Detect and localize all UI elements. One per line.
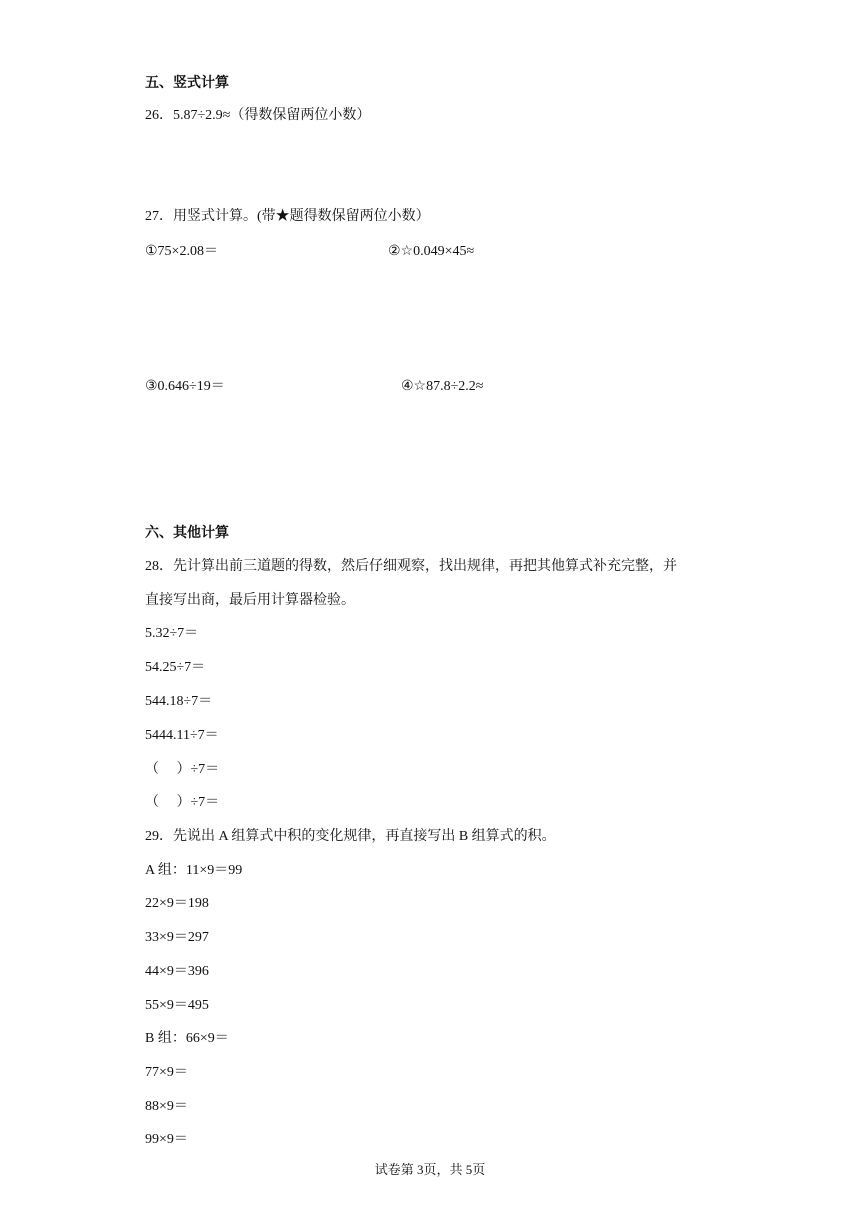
question-28-item-2: 54.25÷7＝ xyxy=(145,660,206,675)
section-five-heading: 五、竖式计算 xyxy=(145,75,229,91)
question-29-item-9: 99×9＝ xyxy=(145,1132,188,1147)
question-28-item-1: 5.32÷7＝ xyxy=(145,626,199,641)
question-29-title: 29．先说出 A 组算式中积的变化规律，再直接写出 B 组算式的积。 xyxy=(145,829,556,844)
question-29-item-5: 55×9＝495 xyxy=(145,998,209,1013)
question-29-item-3: 33×9＝297 xyxy=(145,930,209,945)
question-28-item-3: 544.18÷7＝ xyxy=(145,694,213,709)
question-28-item-5: （ ）÷7＝ xyxy=(145,762,220,777)
page-footer: 试卷第 3页，共 5页 xyxy=(374,1162,486,1177)
question-29-item-6: B 组：66×9＝ xyxy=(145,1031,229,1046)
question-29-item-7: 77×9＝ xyxy=(145,1065,188,1080)
section-six-heading: 六、其他计算 xyxy=(145,525,229,541)
question-26: 26．5.87÷2.9≈（得数保留两位小数） xyxy=(145,108,371,123)
question-28-line-1: 28．先计算出前三道题的得数，然后仔细观察，找出规律，再把其他算式补充完整，并 xyxy=(145,559,677,574)
question-27-item-3: ③0.646÷19＝ xyxy=(145,379,225,394)
question-27-item-2: ②☆0.049×45≈ xyxy=(388,244,475,259)
question-29-item-4: 44×9＝396 xyxy=(145,964,209,979)
question-29-item-1: A 组：11×9＝99 xyxy=(145,863,243,878)
question-29-item-8: 88×9＝ xyxy=(145,1099,188,1114)
question-27-item-1: ①75×2.08＝ xyxy=(145,244,218,259)
question-27-item-4: ④☆87.8÷2.2≈ xyxy=(401,379,484,394)
question-28-item-4: 5444.11÷7＝ xyxy=(145,728,219,743)
question-28-line-2: 直接写出商，最后用计算器检验。 xyxy=(145,593,355,608)
question-28-item-6: （ ）÷7＝ xyxy=(145,795,220,810)
question-29-item-2: 22×9＝198 xyxy=(145,896,209,911)
question-27-title: 27．用竖式计算。(带★题得数保留两位小数） xyxy=(145,209,430,224)
